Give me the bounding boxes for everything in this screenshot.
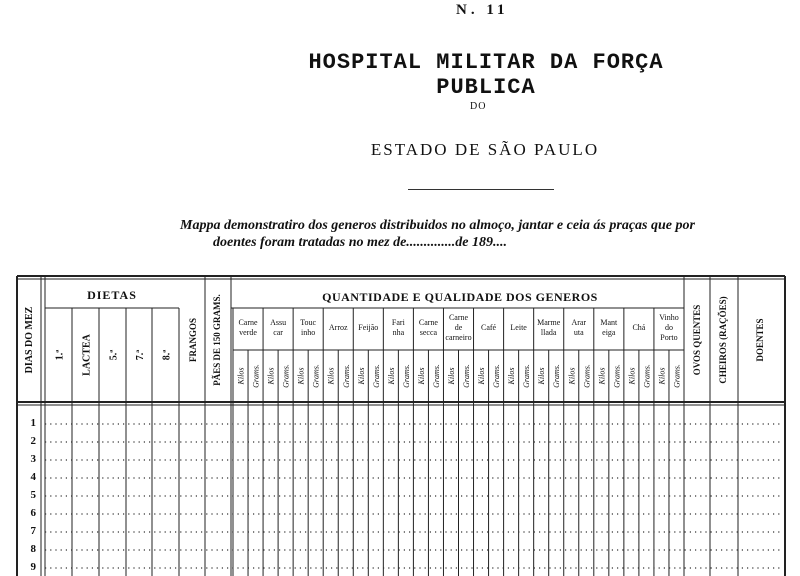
unit-label-kilos: Kilos (416, 367, 426, 385)
caption-line-2: doentes foram tratadas no mez de..............de 189.... (213, 235, 507, 250)
unit-label-grams: Grams. (251, 364, 261, 388)
day-number: 9 (30, 561, 36, 573)
unit-label-kilos: Kilos (477, 367, 487, 385)
day-number: 3 (30, 453, 36, 465)
unit-label-kilos: Kilos (296, 367, 306, 385)
day-number: 4 (30, 471, 36, 483)
genero-label: llada (540, 328, 557, 337)
unit-label-kilos: Kilos (537, 367, 547, 385)
cheiros-column-label: CHEIROS (RAÇÕES) (718, 296, 728, 384)
dietas-header: DIETAS (87, 288, 137, 302)
title-connector: DO (470, 101, 487, 112)
unit-label-kilos: Kilos (266, 367, 276, 385)
unit-label-grams: Grams. (522, 364, 532, 388)
day-number: 8 (30, 543, 36, 555)
genero-label: Porto (660, 333, 678, 342)
day-number: 7 (30, 525, 36, 537)
caption-line-1: Mappa demonstratiro dos generos distribuidos no almoço, jantar e ceia ás praças que por (180, 218, 695, 233)
unit-label-grams: Grams. (401, 364, 411, 388)
genero-label: Carne (418, 318, 438, 327)
unit-label-kilos: Kilos (236, 367, 246, 385)
unit-label-grams: Grams. (552, 364, 562, 388)
unit-label-grams: Grams. (311, 364, 321, 388)
genero-label: Leite (510, 323, 527, 332)
unit-label-kilos: Kilos (326, 367, 336, 385)
genero-label: Fari (391, 318, 405, 327)
ovos-column-label: OVOS QUENTES (692, 304, 702, 376)
genero-label: nha (392, 328, 405, 337)
unit-label-kilos: Kilos (507, 367, 517, 385)
genero-label: car (273, 328, 283, 337)
day-number: 5 (30, 489, 36, 501)
unit-label-grams: Grams. (371, 364, 381, 388)
unit-label-grams: Grams. (642, 364, 652, 388)
state-title: ESTADO DE SÃO PAULO (370, 140, 600, 159)
unit-label-grams: Grams. (431, 364, 441, 388)
unit-label-kilos: Kilos (627, 367, 637, 385)
dieta-column-label: 8.ª (161, 349, 173, 361)
genero-label: do (664, 323, 673, 332)
unit-label-grams: Grams. (341, 364, 351, 388)
dieta-column-label: LACTEA (81, 334, 93, 376)
genero-label: secca (419, 328, 438, 337)
quantidade-header: QUANTIDADE E QUALIDADE DOS GENEROS (322, 290, 598, 304)
genero-label: Assu (270, 318, 287, 327)
genero-label: Touc (300, 318, 317, 327)
genero-label: Arar (571, 318, 587, 327)
genero-label: carneiro (445, 333, 472, 342)
genero-label: inho (301, 328, 316, 337)
genero-label: de (454, 323, 463, 332)
genero-label: Arroz (328, 323, 348, 332)
unit-label-grams: Grams. (281, 364, 291, 388)
doentes-column-label: DOENTES (755, 318, 765, 362)
genero-label: Mant (600, 318, 618, 327)
frangos-column-label: FRANGOS (188, 317, 198, 363)
hospital-title: HOSPITAL MILITAR DA FORÇA PUBLICA (308, 50, 664, 100)
unit-label-grams: Grams. (492, 364, 502, 388)
unit-label-grams: Grams. (582, 364, 592, 388)
genero-label: eiga (602, 328, 616, 337)
genero-label: verde (239, 328, 257, 337)
genero-label: Café (481, 323, 497, 332)
dieta-column-label: 1.ª (54, 349, 66, 361)
unit-label-kilos: Kilos (446, 367, 456, 385)
unit-label-kilos: Kilos (356, 367, 366, 385)
unit-label-kilos: Kilos (657, 367, 667, 385)
genero-label: Marme (537, 318, 561, 327)
unit-label-grams: Grams. (612, 364, 622, 388)
genero-label: Feijão (358, 323, 379, 332)
day-number: 1 (30, 417, 36, 429)
unit-label-grams: Grams. (672, 364, 682, 388)
day-number: 6 (30, 507, 36, 519)
unit-label-kilos: Kilos (597, 367, 607, 385)
genero-label: Carne (448, 313, 469, 322)
genero-label: Chá (632, 323, 646, 332)
genero-label: Carne (238, 318, 258, 327)
genero-label: Vinho (659, 313, 679, 322)
genero-label: uta (573, 328, 584, 337)
unit-label-grams: Grams. (462, 364, 472, 388)
dieta-column-label: 7.ª (135, 349, 146, 361)
days-column-label: DIAS DO MEZ (24, 306, 35, 374)
form-number: N. 11 (456, 2, 509, 18)
unit-label-kilos: Kilos (567, 367, 577, 385)
dieta-column-label: 5.ª (108, 349, 120, 361)
paes-column-label: PÃES DE 150 GRAMS. (212, 294, 222, 386)
day-number: 2 (30, 435, 36, 447)
unit-label-kilos: Kilos (386, 367, 396, 385)
